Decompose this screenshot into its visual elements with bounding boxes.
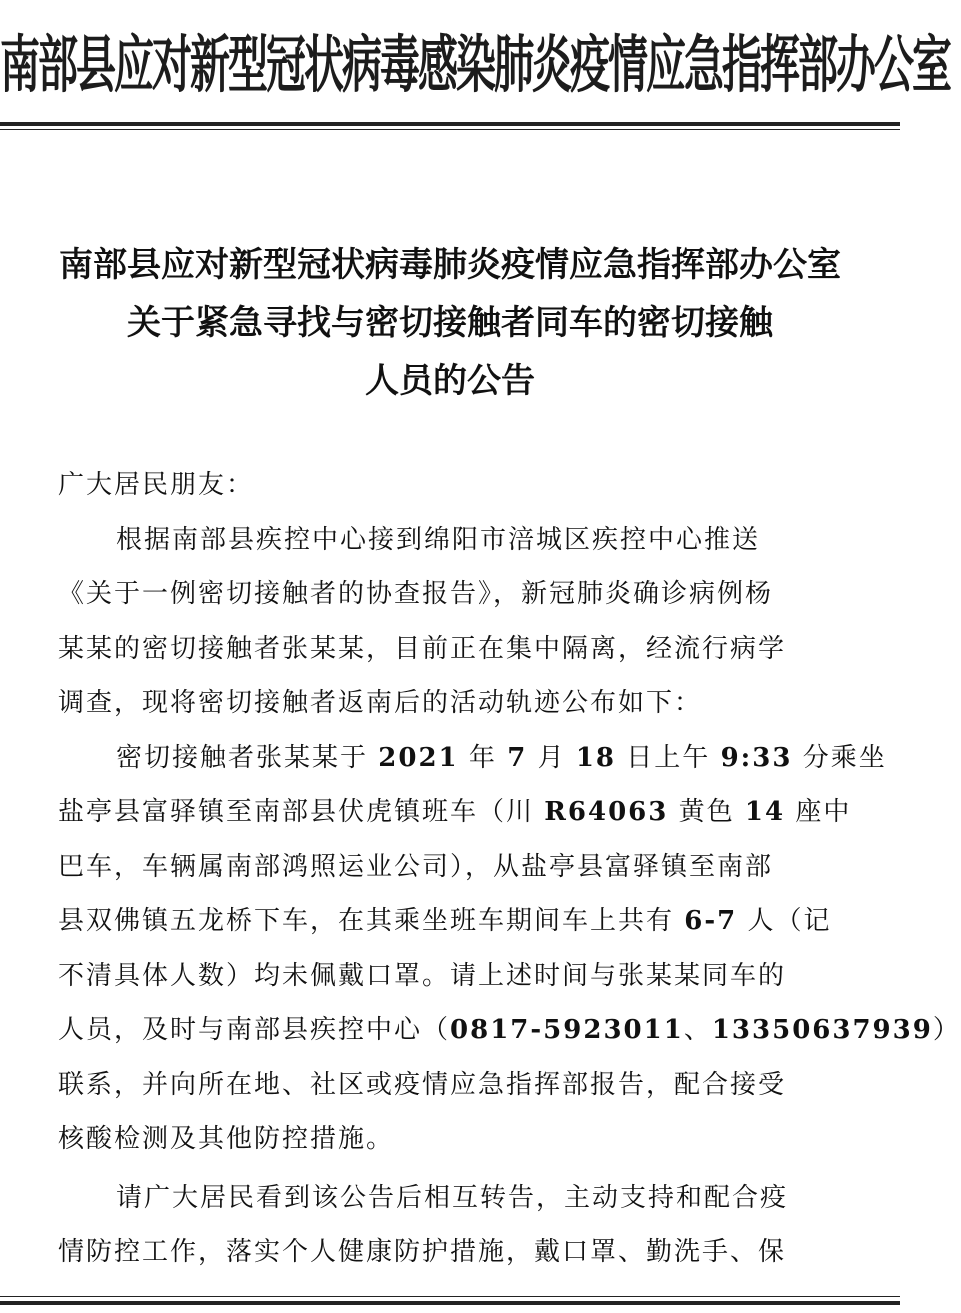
plate-number: R64063	[544, 797, 669, 827]
p2-text: 密切接触者张某某于	[116, 742, 369, 773]
p3-line-2: 情防控工作，落实个人健康防护措施，戴口罩、勤洗手、保	[58, 1237, 787, 1267]
title-line-2: 关于紧急寻找与密切接触者同车的密切接触	[127, 303, 773, 343]
paragraph-1	[58, 513, 858, 731]
p2-text: 盐亭县富驿镇至南部县伏虎镇班车（川	[58, 797, 535, 827]
document-body	[58, 458, 961, 1280]
passenger-count: 6-7	[684, 906, 738, 936]
footer-rule-thin	[0, 1296, 900, 1297]
p2-text: 年	[468, 742, 497, 773]
p1-line-3: 某某的密切接触者张某某，目前正在集中隔离，经流行病学	[58, 633, 787, 664]
seat-count: 14	[744, 797, 786, 827]
p1-line-2: 《关于一例密切接触者的协查报告》，新冠肺炎确诊病例杨	[58, 579, 774, 609]
p2-line-1	[58, 731, 887, 786]
p2-line-5: 不清具体人数）均未佩戴口罩。请上述时间与张某某同车的	[58, 960, 787, 991]
masthead	[0, 18, 950, 114]
year: 2021	[378, 742, 459, 773]
masthead-rule-thin	[0, 129, 900, 130]
p2-text: 人员，及时与南部县疾控中心（	[58, 1015, 451, 1045]
p2-text: 县双佛镇五龙桥下车，在其乘坐班车期间车上共有	[58, 906, 675, 936]
p2-text: 黄色	[678, 797, 735, 827]
p2-text: ）	[932, 1015, 961, 1045]
p2-text: 分乘坐	[802, 742, 887, 773]
day: 18	[575, 742, 617, 773]
document-title	[40, 236, 860, 410]
p2-line-3: 巴车，车辆属南部鸿照运业公司），从盐亭县富驿镇至南部	[58, 851, 774, 882]
p2-line-7: 联系，并向所在地、社区或疫情应急指挥部报告，配合接受	[58, 1069, 787, 1100]
salutation: 广大居民朋友：	[58, 470, 255, 500]
p1-line-4: 调查，现将密切接触者返南后的活动轨迹公布如下：	[58, 688, 703, 718]
time: 9:33	[720, 742, 793, 773]
title-line-1: 南部县应对新型冠状病毒肺炎疫情应急指挥部办公室	[59, 245, 841, 285]
title-line-3: 人员的公告	[365, 361, 535, 401]
p2-text: 座中	[795, 797, 852, 827]
p2-text: 月	[537, 742, 566, 773]
phone-2: 13350637939	[711, 1015, 933, 1045]
p2-text: 日上午	[626, 742, 711, 773]
paragraph-2	[58, 731, 961, 1167]
phone-1: 0817-5923011	[450, 1015, 684, 1045]
p2-line-4	[58, 894, 858, 949]
p2-text: 、	[683, 1015, 712, 1045]
p2-line-6	[58, 1003, 961, 1058]
month: 7	[507, 742, 528, 773]
p2-line-8: 核酸检测及其他防控措施。	[58, 1124, 395, 1154]
masthead-rule-thick	[0, 122, 900, 126]
paragraph-3	[58, 1171, 858, 1280]
p1-line-1: 根据南部县疾控中心接到绵阳市涪城区疾控中心推送	[116, 524, 761, 555]
masthead-title: 南部县应对新型冠状病毒感染肺炎疫情应急指挥部办公室	[0, 30, 950, 102]
p2-text: 人（记	[747, 906, 832, 936]
p2-line-2	[58, 785, 858, 840]
footer-rule-thick	[0, 1301, 900, 1305]
p3-line-1: 请广大居民看到该公告后相互转告，主动支持和配合疫	[116, 1182, 789, 1213]
